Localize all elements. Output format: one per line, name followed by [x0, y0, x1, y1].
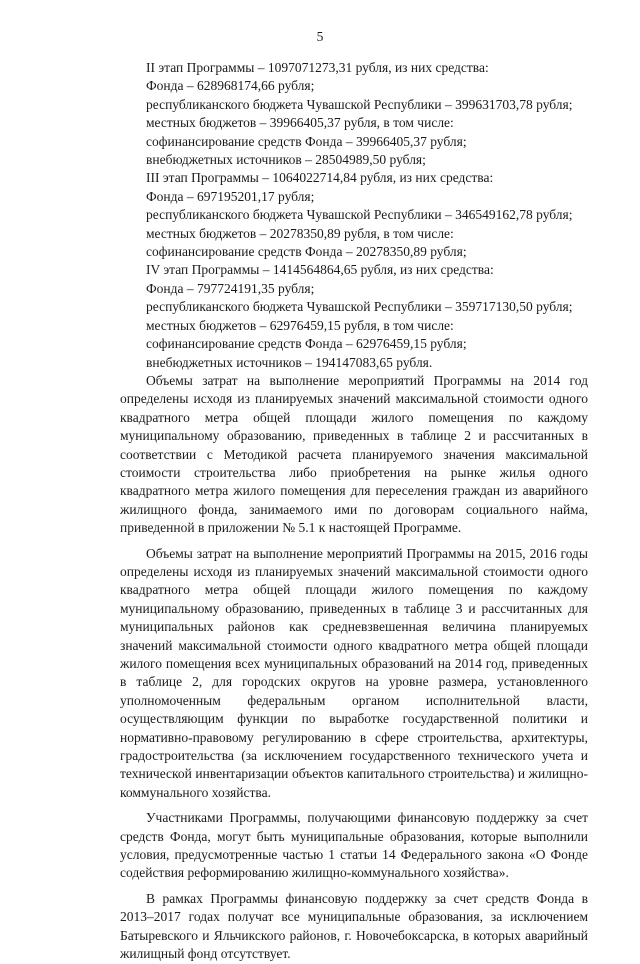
funding-line: местных бюджетов – 62976459,15 рубля, в том числе:: [146, 317, 454, 333]
funding-line: II этап Программы – 1097071273,31 рубля, из них средства:: [146, 60, 489, 75]
funding-line: III этап Программы – 1064022714,84 рубля, из них средства:: [146, 170, 494, 186]
paragraph-participants: Участниками Программы, получающими финансовую поддержку за счет средств Фонда, могут быть муниципальные образования, которые выполнили условия, предусмотренные частью 1 статьи 14 Федерального закона «О Фонде содействия реформированию жилищно-коммунального хозяйства».: [120, 810, 588, 881]
funding-line: республиканского бюджета Чувашской Республики – 399631703,78 рубля;: [146, 96, 573, 112]
funding-line: софинансирование средств Фонда – 62976459,15 рубля;: [146, 336, 467, 352]
funding-line: республиканского бюджета Чувашской Республики – 346549162,78 рубля;: [146, 207, 573, 223]
funding-line: республиканского бюджета Чувашской Республики – 359717130,50 рубля;: [146, 299, 573, 315]
document-body: [120, 59, 588, 964]
funding-line: внебюджетных источников – 28504989,50 рубля;: [146, 152, 426, 168]
funding-line: софинансирование средств Фонда – 39966405,37 рубля;: [146, 133, 467, 149]
funding-line: Фонда – 697195201,17 рубля;: [146, 188, 315, 204]
paragraph-cost-2015-2016: Объемы затрат на выполнение мероприятий Программы на 2015, 2016 годы определены исходя из планируемых значений максимальной стоимости одного квадратного метра общей площади жилого помещения по каждому муниципальному образованию, приведенных в таблице 3 и рассчитанных для муниципальных районов как средневзвешенная величина планируемых значений максимальной стоимости одного квадратного метра общей площади жилого помещения всех муниципальных образований на 2014 год, приведенных в таблице 2, для городских округов на уровне размера, установленного уполномоченным федеральным органом исполнительной власти, осуществляющим функции по выработке государственной политики и нормативно-правовому регулированию в сфере строительства, архитектуры, градостроительства (за исключением государственного технического учета и технической инвентаризации объектов капитального строительства) и жилищно-коммунального хозяйства.: [120, 545, 588, 800]
funding-line: Фонда – 628968174,66 рубля;: [146, 78, 315, 94]
funding-line: IV этап Программы – 1414564864,65 рубля, из них средства:: [146, 262, 494, 278]
funding-line: софинансирование средств Фонда – 20278350,89 рубля;: [146, 244, 467, 260]
funding-line: Фонда – 797724191,35 рубля;: [146, 280, 315, 296]
page-number: 5: [316, 29, 324, 44]
funding-line: местных бюджетов – 39966405,37 рубля, в том числе:: [146, 115, 454, 131]
paragraph-cost-2014: Объемы затрат на выполнение мероприятий Программы на 2014 год определены исходя из планируемых значений максимальной стоимости одного квадратного метра общей площади жилого помещения по каждому муниципальному образованию, приведенных в таблице 2 и рассчитанных в соответствии с Методикой расчета планируемого значения максимальной стоимости строительства либо приобретения на рынке жилья одного квадратного метра жилого помещения для переселения граждан из аварийного жилищного фонда, занимаемого ими по договорам социального найма, приведенной в приложении № 5.1 к настоящей Программе.: [120, 372, 588, 536]
paragraph-support-scope: В рамках Программы финансовую поддержку за счет средств Фонда в 2013–2017 годах получат все муниципальные образования, за исключением Батыревского и Яльчикского районов, г. Новочебоксарска, в которых аварийный жилищный фонд отсутствует.: [120, 890, 588, 962]
funding-line: внебюджетных источников – 194147083,65 рубля.: [146, 354, 433, 370]
funding-line: местных бюджетов – 20278350,89 рубля, в том числе:: [146, 225, 454, 241]
